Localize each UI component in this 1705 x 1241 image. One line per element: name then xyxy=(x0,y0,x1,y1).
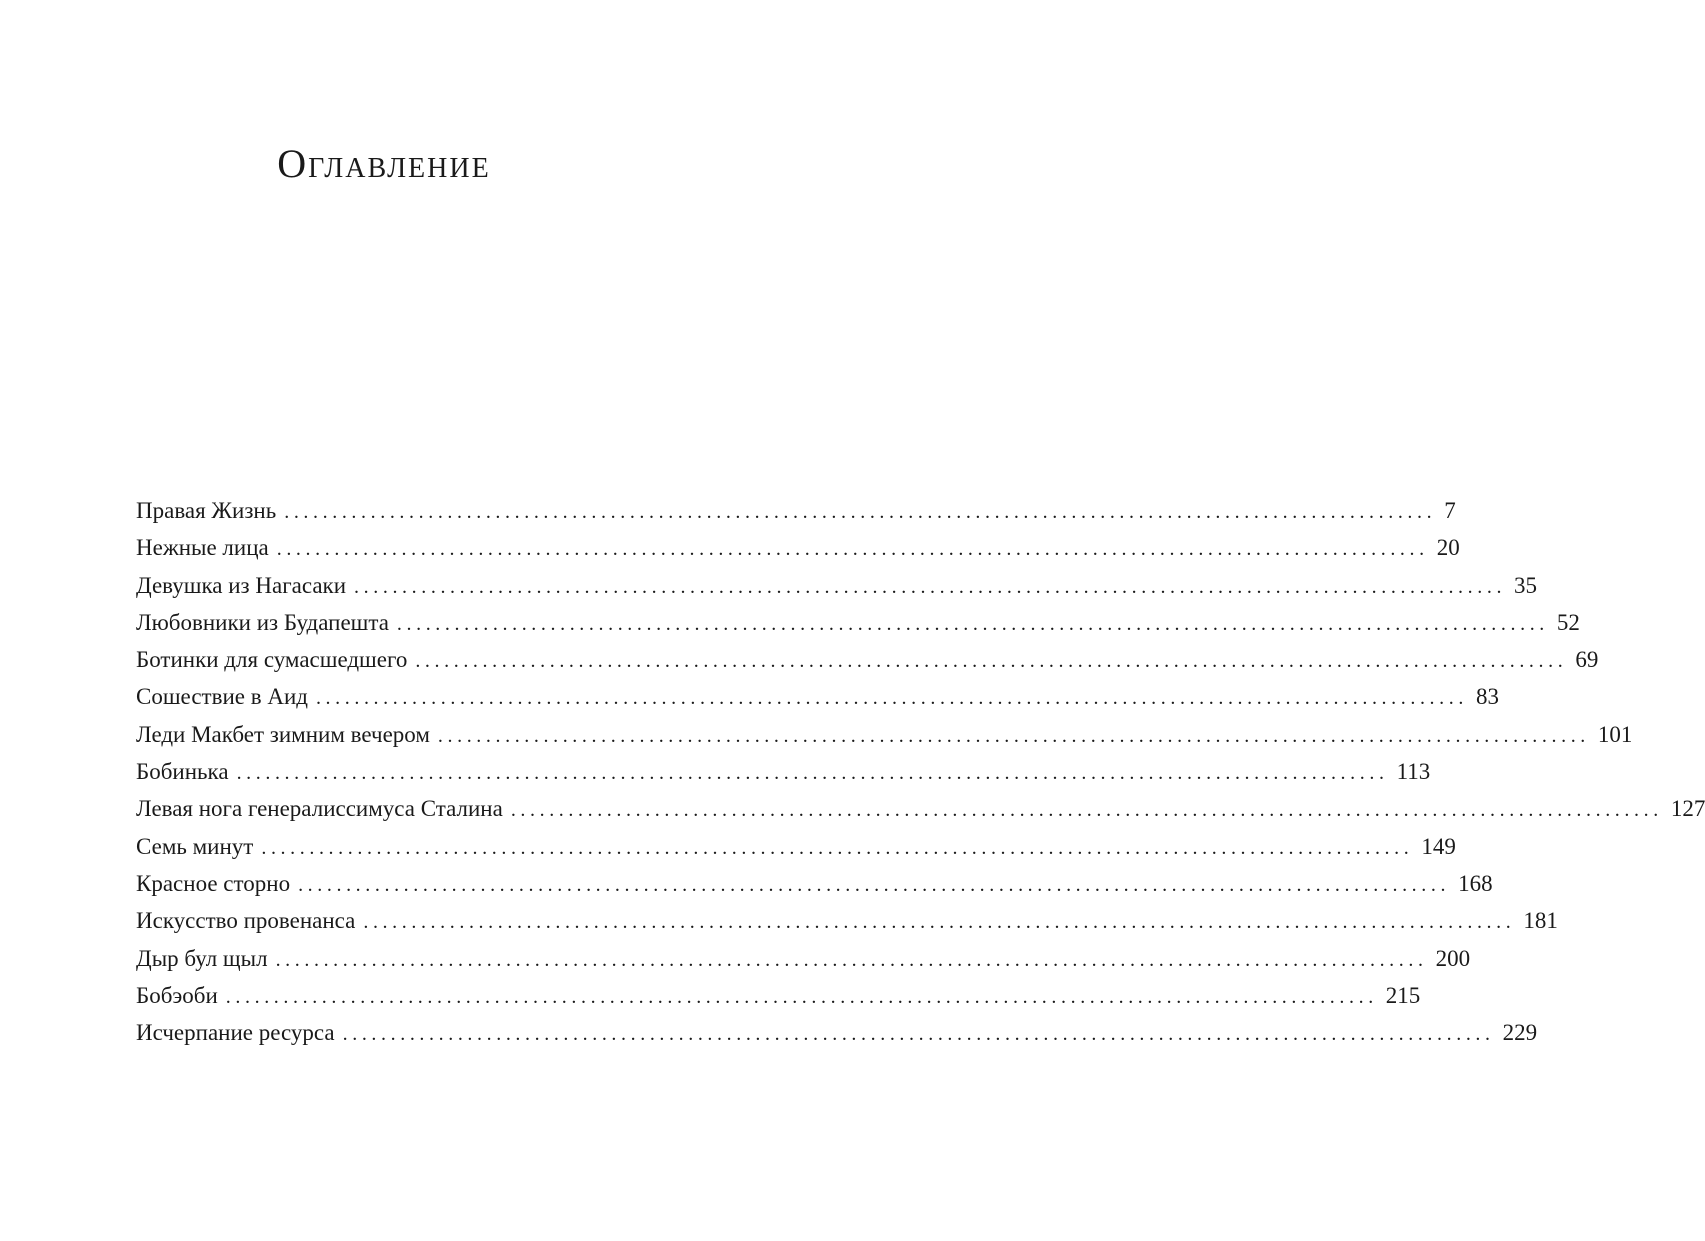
leader-dots: ........................................................................................................................ xyxy=(354,575,1507,598)
toc-entry-page: 168 xyxy=(1458,870,1493,896)
toc-entry-title: Бобинька xyxy=(136,759,229,785)
toc-entry-page: 35 xyxy=(1514,572,1538,598)
toc-entry xyxy=(136,716,1633,753)
toc-entry-title: Девушка из Нагасаки xyxy=(136,572,347,598)
leader-dots: ........................................................................................................................ xyxy=(236,762,1389,785)
toc-entry-page: 229 xyxy=(1502,1020,1538,1046)
toc-entry-title: Бобэоби xyxy=(136,982,218,1008)
toc-entry-page: 52 xyxy=(1556,609,1580,635)
toc-entry-title: Исчерпание ресурса xyxy=(136,1020,335,1046)
toc-entry-page: 101 xyxy=(1597,721,1633,747)
leader-dots: ........................................................................................................................ xyxy=(363,911,1516,934)
toc-entry-title: Леди Макбет зимним вечером xyxy=(136,721,430,747)
toc-entry xyxy=(136,940,1471,977)
toc-entry xyxy=(136,790,1705,827)
leader-dots: ........................................................................................................................ xyxy=(396,612,1549,635)
toc-entry xyxy=(136,678,1499,715)
toc-entry xyxy=(136,1014,1538,1051)
leader-dots: ........................................................................................................................ xyxy=(437,724,1590,747)
toc-entry xyxy=(136,753,1431,790)
toc-entry-title: Искусство провенанса xyxy=(136,908,356,934)
toc-entry-page: 69 xyxy=(1575,647,1599,673)
toc-entry-title: Красное сторно xyxy=(136,870,291,896)
toc-entry xyxy=(136,977,1421,1014)
leader-dots: ........................................................................................................................ xyxy=(315,687,1468,710)
toc-entry xyxy=(136,902,1558,939)
toc-entry-page: 200 xyxy=(1435,945,1471,971)
leader-dots: ........................................................................................................................ xyxy=(342,1023,1495,1046)
toc-entry-title: Любовники из Будапешта xyxy=(136,609,389,635)
leader-dots: ........................................................................................................................ xyxy=(510,799,1663,822)
toc-entry xyxy=(136,529,1460,566)
toc-entry-page: 181 xyxy=(1523,908,1558,934)
toc-entry-page: 7 xyxy=(1444,498,1456,523)
toc-entry-page: 127 xyxy=(1670,796,1705,822)
table-of-contents xyxy=(136,492,1705,1051)
toc-entry-title: Правая Жизнь xyxy=(136,498,277,523)
toc-entry-title: Левая нога генералиссимуса Сталина xyxy=(136,796,503,822)
toc-entry xyxy=(136,492,1456,529)
leader-dots: ........................................................................................................................ xyxy=(276,538,1429,561)
leader-dots: ........................................................................................................................ xyxy=(284,501,1437,523)
toc-entry xyxy=(136,604,1580,641)
toc-entry-title: Дыр бул щыл xyxy=(136,945,268,971)
leader-dots: ........................................................................................................................ xyxy=(225,985,1378,1008)
toc-entry xyxy=(136,641,1599,678)
toc-entry-title: Ботинки для сумасшедшего xyxy=(136,647,408,673)
toc-entry xyxy=(136,567,1538,604)
leader-dots: ........................................................................................................................ xyxy=(261,836,1414,859)
toc-entry xyxy=(136,865,1493,902)
toc-entry-title: Семь минут xyxy=(136,833,254,859)
toc-entry-title: Нежные лица xyxy=(136,535,269,561)
toc-entry-page: 149 xyxy=(1421,833,1456,859)
toc-entry-page: 20 xyxy=(1436,535,1460,561)
toc-entry xyxy=(136,828,1456,865)
page-title: Оглавление xyxy=(277,141,491,186)
leader-dots: ........................................................................................................................ xyxy=(298,873,1451,896)
toc-entry-page: 83 xyxy=(1475,684,1499,710)
toc-entry-title: Сошествие в Аид xyxy=(136,684,308,710)
leader-dots: ........................................................................................................................ xyxy=(275,948,1428,971)
leader-dots: ........................................................................................................................ xyxy=(415,650,1568,673)
toc-entry-page: 113 xyxy=(1396,759,1431,785)
toc-entry-page: 215 xyxy=(1385,982,1421,1008)
